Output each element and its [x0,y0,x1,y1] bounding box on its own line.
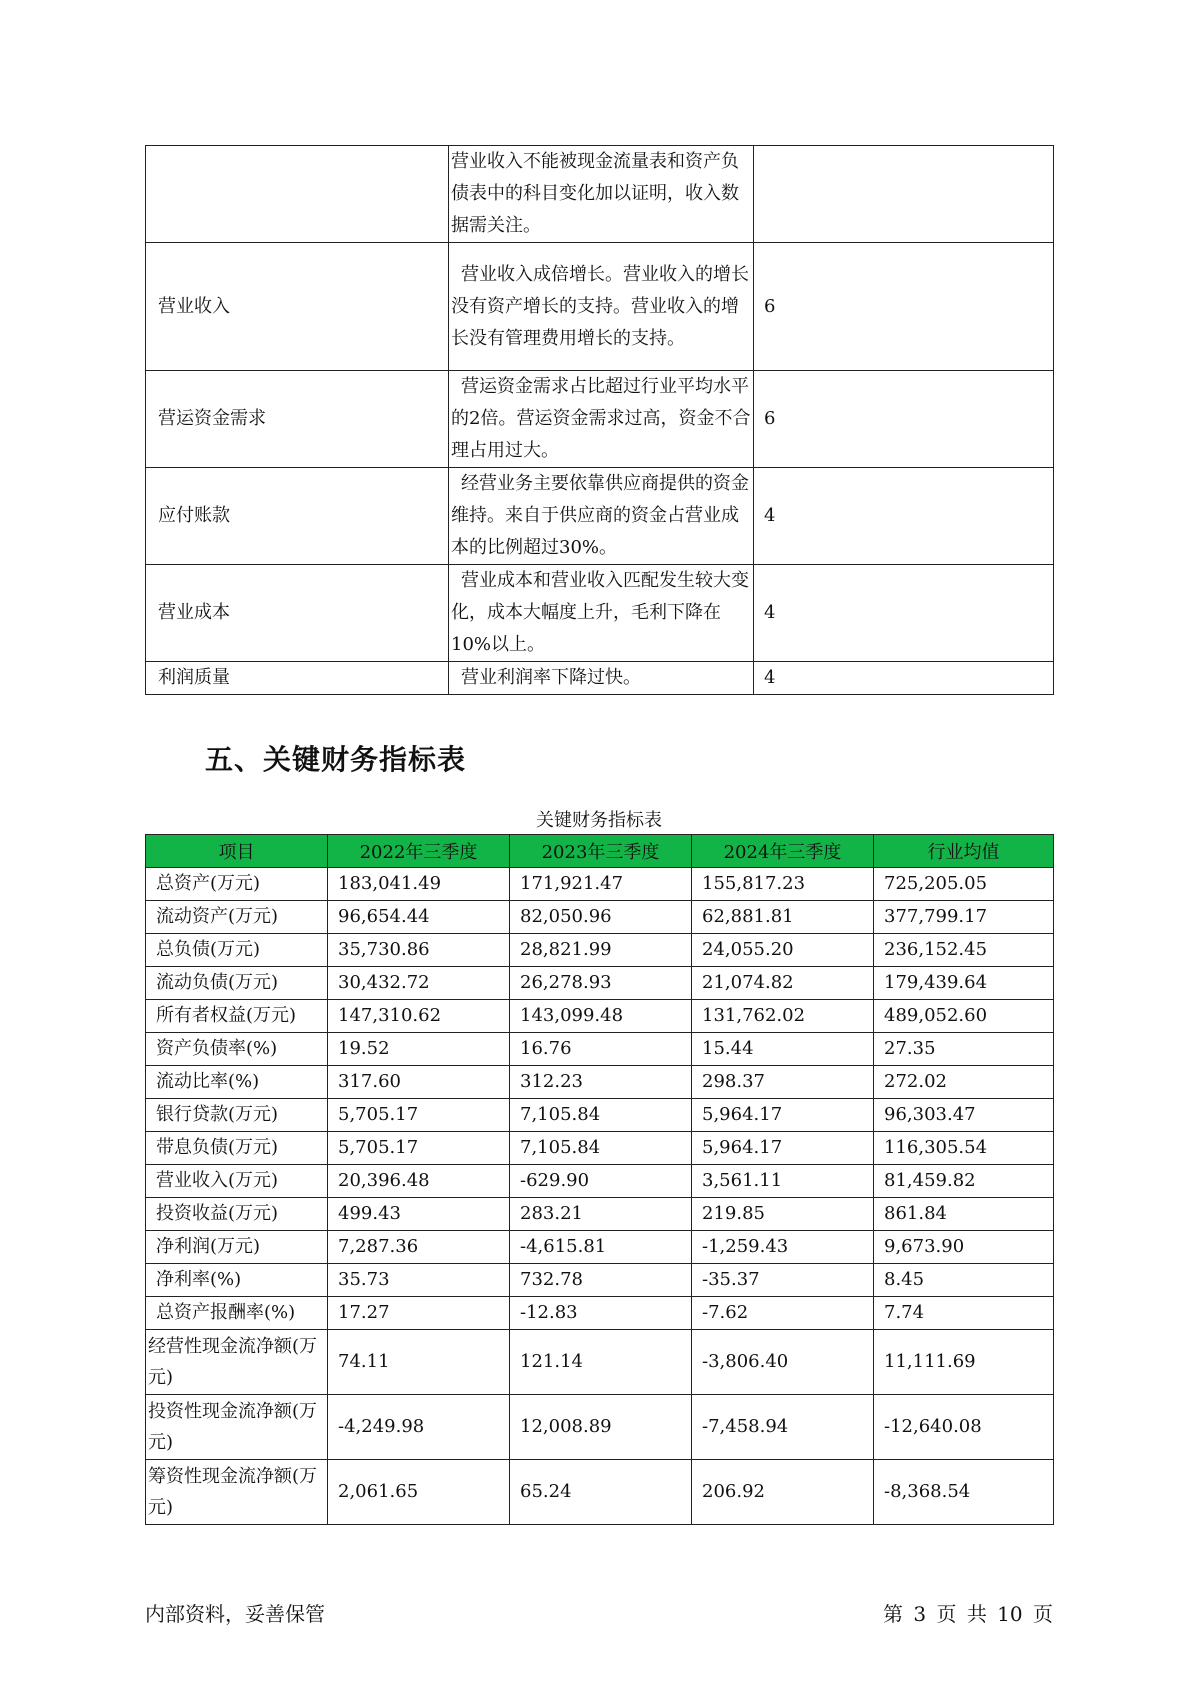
metric-value: 9,673.90 [874,1231,1054,1264]
metric-value: -1,259.43 [692,1231,874,1264]
metric-value: -7,458.94 [692,1395,874,1460]
table-row [146,1165,1054,1198]
table-row [146,1460,1054,1525]
risk-description [449,468,754,565]
risk-score: 6 [754,243,1054,371]
risk-description-text: 营业收入成倍增长。营业收入的增长没有资产增长的支持。营业收入的增长没有管理费用增长的支持。 [451,263,749,349]
risk-item: 营运资金需求 [146,371,449,468]
metric-value: 8.45 [874,1264,1054,1297]
metric-value: 7,287.36 [328,1231,510,1264]
metric-label: 投资性现金流净额(万元) [146,1395,328,1460]
metric-label: 总资产报酬率(%) [146,1297,328,1330]
risk-description [449,565,754,662]
metric-label: 带息负债(万元) [146,1132,328,1165]
metric-value: 26,278.93 [510,967,692,1000]
table-row [146,1198,1054,1231]
risk-item: 营业成本 [146,565,449,662]
metric-value: -629.90 [510,1165,692,1198]
metric-value: 11,111.69 [874,1330,1054,1395]
table-row [146,1000,1054,1033]
metric-value: 219.85 [692,1198,874,1231]
metric-value: 62,881.81 [692,901,874,934]
column-header: 2023年三季度 [510,835,692,868]
metric-label: 银行贷款(万元) [146,1099,328,1132]
metric-value: 116,305.54 [874,1132,1054,1165]
metric-value: 7,105.84 [510,1132,692,1165]
table-row [146,1066,1054,1099]
metric-value: 5,964.17 [692,1099,874,1132]
metric-value: 96,303.47 [874,1099,1054,1132]
metric-value: 15.44 [692,1033,874,1066]
risk-row [146,371,1054,468]
metric-value: 171,921.47 [510,868,692,901]
metric-label: 所有者权益(万元) [146,1000,328,1033]
risk-description-text: 经营业务主要依靠供应商提供的资金维持。来自于供应商的资金占营业成本的比例超过30%。 [451,473,749,558]
metric-value: 236,152.45 [874,934,1054,967]
risk-row [146,662,1054,695]
metric-label: 经营性现金流净额(万元) [146,1330,328,1395]
metric-value: -8,368.54 [874,1460,1054,1525]
metric-label: 流动资产(万元) [146,901,328,934]
metric-value: 30,432.72 [328,967,510,1000]
metric-value: 725,205.05 [874,868,1054,901]
metric-value: 12,008.89 [510,1395,692,1460]
metric-value: 82,050.96 [510,901,692,934]
metric-value: 155,817.23 [692,868,874,901]
metric-value: 20,396.48 [328,1165,510,1198]
metric-value: -12,640.08 [874,1395,1054,1460]
risk-score: 4 [754,468,1054,565]
metric-label: 总资产(万元) [146,868,328,901]
risk-score [754,146,1054,243]
footer-page-number: 第 3 页 共 10 页 [883,1602,1053,1626]
footer-confidential: 内部资料，妥善保管 [145,1602,325,1626]
table-row [146,1264,1054,1297]
risk-score: 4 [754,662,1054,695]
metric-value: 499.43 [328,1198,510,1231]
table-row [146,967,1054,1000]
risk-description [449,371,754,468]
metric-value: 5,705.17 [328,1099,510,1132]
metric-value: 28,821.99 [510,934,692,967]
metric-value: 5,705.17 [328,1132,510,1165]
metric-label: 总负债(万元) [146,934,328,967]
table-row [146,1395,1054,1460]
metric-value: 7,105.84 [510,1099,692,1132]
metric-label: 筹资性现金流净额(万元) [146,1460,328,1525]
risk-table [145,145,1054,695]
metric-label: 流动负债(万元) [146,967,328,1000]
metric-value: 17.27 [328,1297,510,1330]
metric-value: 2,061.65 [328,1460,510,1525]
metric-value: 35,730.86 [328,934,510,967]
metric-label: 净利率(%) [146,1264,328,1297]
metric-value: 147,310.62 [328,1000,510,1033]
metric-value: 131,762.02 [692,1000,874,1033]
risk-description [449,243,754,371]
metric-value: 27.35 [874,1033,1054,1066]
table-row [146,901,1054,934]
risk-description-text: 营运资金需求占比超过行业平均水平的2倍。营运资金需求过高，资金不合理占用过大。 [451,376,751,461]
risk-row [146,565,1054,662]
metric-value: 21,074.82 [692,967,874,1000]
risk-description [449,662,754,695]
risk-description-text: 营业利润率下降过快。 [461,667,641,688]
table-row [146,1297,1054,1330]
metric-value: -3,806.40 [692,1330,874,1395]
metric-value: 7.74 [874,1297,1054,1330]
risk-row [146,146,1054,243]
column-header: 项目 [146,835,328,868]
metric-value: 35.73 [328,1264,510,1297]
metric-value: -12.83 [510,1297,692,1330]
metric-value: 143,099.48 [510,1000,692,1033]
metric-label: 资产负债率(%) [146,1033,328,1066]
table-row [146,1099,1054,1132]
table-row [146,1132,1054,1165]
risk-description [449,146,754,243]
metric-value: 283.21 [510,1198,692,1231]
metric-value: 74.11 [328,1330,510,1395]
table-header-row [146,835,1054,868]
risk-item: 应付账款 [146,468,449,565]
metric-value: 121.14 [510,1330,692,1395]
metric-label: 投资收益(万元) [146,1198,328,1231]
risk-item [146,146,449,243]
table-caption: 关键财务指标表 [536,810,662,831]
column-header: 行业均值 [874,835,1054,868]
risk-score: 6 [754,371,1054,468]
risk-description-text: 营业收入不能被现金流量表和资产负债表中的科目变化加以证明，收入数据需关注。 [451,151,739,236]
table-row [146,1231,1054,1264]
metric-value: -35.37 [692,1264,874,1297]
metric-label: 流动比率(%) [146,1066,328,1099]
section-title: 五、关键财务指标表 [205,743,467,776]
table-row [146,1330,1054,1395]
metric-value: 312.23 [510,1066,692,1099]
metric-label: 营业收入(万元) [146,1165,328,1198]
metric-value: 377,799.17 [874,901,1054,934]
metric-value: 489,052.60 [874,1000,1054,1033]
metric-value: 206.92 [692,1460,874,1525]
column-header: 2022年三季度 [328,835,510,868]
risk-row [146,243,1054,371]
metric-value: 16.76 [510,1033,692,1066]
metric-value: -4,615.81 [510,1231,692,1264]
key-metrics-table [145,834,1054,1525]
metric-value: -7.62 [692,1297,874,1330]
metric-label: 净利润(万元) [146,1231,328,1264]
metric-value: 5,964.17 [692,1132,874,1165]
table-row [146,868,1054,901]
risk-item: 利润质量 [146,662,449,695]
metric-value: 96,654.44 [328,901,510,934]
metric-value: 298.37 [692,1066,874,1099]
metric-value: 3,561.11 [692,1165,874,1198]
risk-item: 营业收入 [146,243,449,371]
table-row [146,934,1054,967]
metric-value: 65.24 [510,1460,692,1525]
metric-value: 272.02 [874,1066,1054,1099]
metric-value: -4,249.98 [328,1395,510,1460]
metric-value: 732.78 [510,1264,692,1297]
metric-value: 317.60 [328,1066,510,1099]
column-header: 2024年三季度 [692,835,874,868]
metric-value: 81,459.82 [874,1165,1054,1198]
metric-value: 24,055.20 [692,934,874,967]
risk-description-text: 营业成本和营业收入匹配发生较大变化，成本大幅度上升，毛利下降在10%以上。 [451,570,749,655]
metric-value: 183,041.49 [328,868,510,901]
metric-value: 19.52 [328,1033,510,1066]
table-row [146,1033,1054,1066]
risk-row [146,468,1054,565]
metric-value: 861.84 [874,1198,1054,1231]
risk-score: 4 [754,565,1054,662]
metric-value: 179,439.64 [874,967,1054,1000]
